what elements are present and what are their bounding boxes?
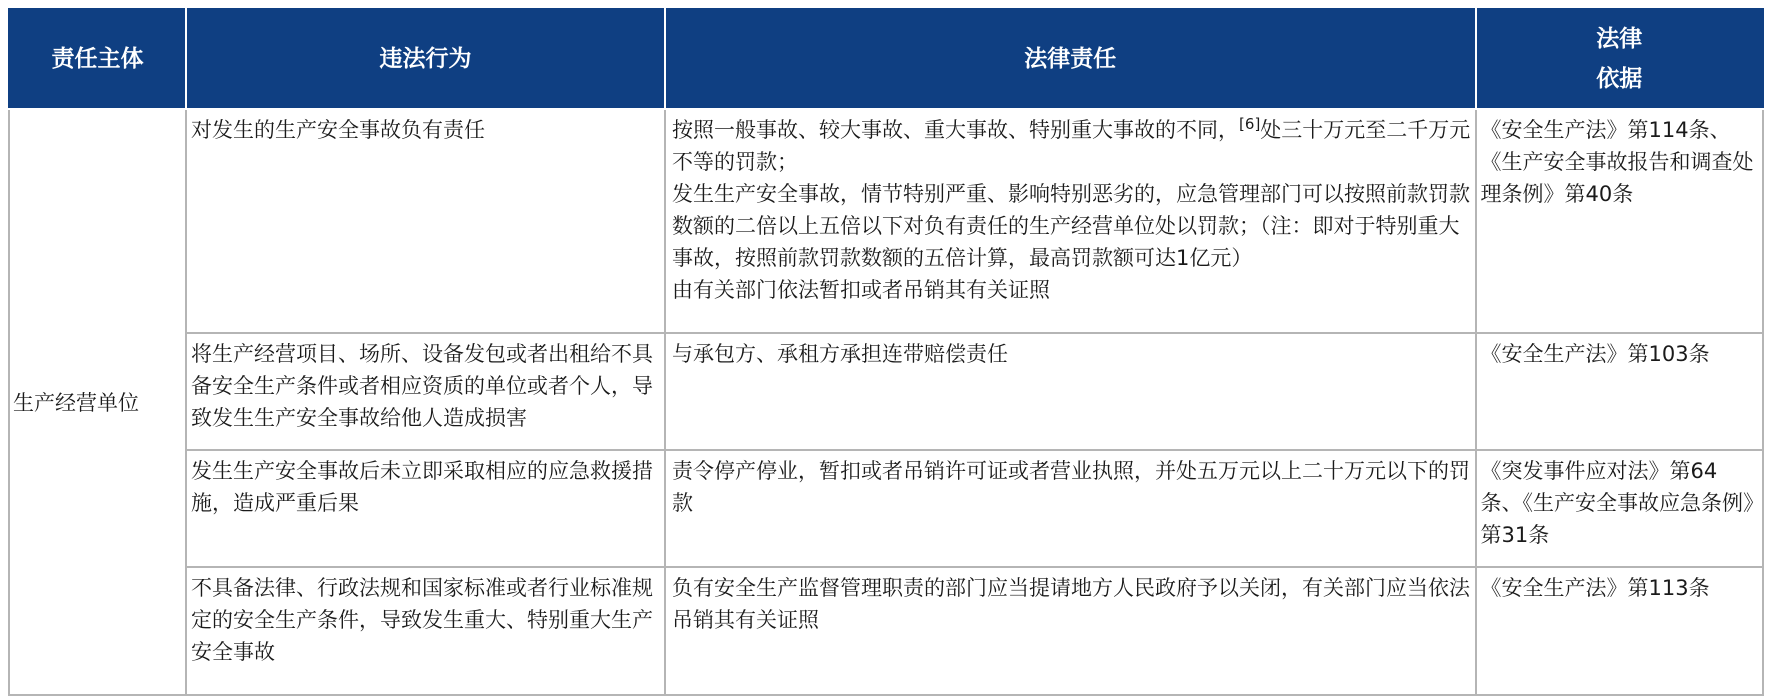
liability-cell: [665, 109, 1475, 333]
liability-text: 处三十万元至二千万元不等的罚款；: [672, 118, 1471, 174]
subject-cell: 生产经营单位: [9, 109, 186, 695]
table-row: [9, 567, 1763, 695]
table-row: [9, 109, 1763, 333]
liability-cell: 负有安全生产监督管理职责的部门应当提请地方人民政府予以关闭，有关部门应当依法吊销其有关证照: [665, 567, 1475, 695]
liability-table: [8, 8, 1764, 696]
table-row: [9, 333, 1763, 450]
table-row: [9, 450, 1763, 567]
violation-cell: 将生产经营项目、场所、设备发包或者出租给不具备安全生产条件或者相应资质的单位或者个人，导致发生生产安全事故给他人造成损害: [186, 333, 665, 450]
basis-cell: 《突发事件应对法》第64条、《生产安全事故应急条例》第31条: [1476, 450, 1763, 567]
violation-cell: 不具备法律、行政法规和国家标准或者行业标准规定的安全生产条件，导致发生重大、特别重大生产安全事故: [186, 567, 665, 695]
liability-cell: 责令停产停业，暂扣或者吊销许可证或者营业执照，并处五万元以上二十万元以下的罚款: [665, 450, 1475, 567]
header-violation: 违法行为: [186, 9, 665, 109]
liability-paragraph: [672, 114, 1470, 178]
basis-cell: 《安全生产法》第103条: [1476, 333, 1763, 450]
header-basis-line2: 依据: [1596, 66, 1643, 92]
liability-text: 按照一般事故、较大事故、重大事故、特别重大事故的不同，: [672, 118, 1240, 142]
header-subject: 责任主体: [9, 9, 186, 109]
liability-cell: 与承包方、承租方承担连带赔偿责任: [665, 333, 1475, 450]
basis-cell: 《安全生产法》第113条: [1476, 567, 1763, 695]
liability-paragraph: 由有关部门依法暂扣或者吊销其有关证照: [672, 278, 1051, 302]
basis-cell: 《安全生产法》第114条、《生产安全事故报告和调查处理条例》第40条: [1476, 109, 1763, 333]
violation-cell: 发生生产安全事故后未立即采取相应的应急救援措施，造成严重后果: [186, 450, 665, 567]
header-liability: 法律责任: [665, 9, 1475, 109]
table-header-row: [9, 9, 1763, 109]
header-basis: [1476, 9, 1763, 109]
violation-cell: 对发生的生产安全事故负有责任: [186, 109, 665, 333]
liability-paragraph: 发生生产安全事故，情节特别严重、影响特别恶劣的，应急管理部门可以按照前款罚款数额的二倍以上五倍以下对负有责任的生产经营单位处以罚款；（注：即对于特别重大事故，按照前款罚款数额的五倍计算，最高罚款额可达1亿元）: [672, 182, 1471, 270]
footnote-ref-link[interactable]: [6]: [1239, 115, 1261, 133]
header-basis-line1: 法律: [1596, 26, 1643, 52]
